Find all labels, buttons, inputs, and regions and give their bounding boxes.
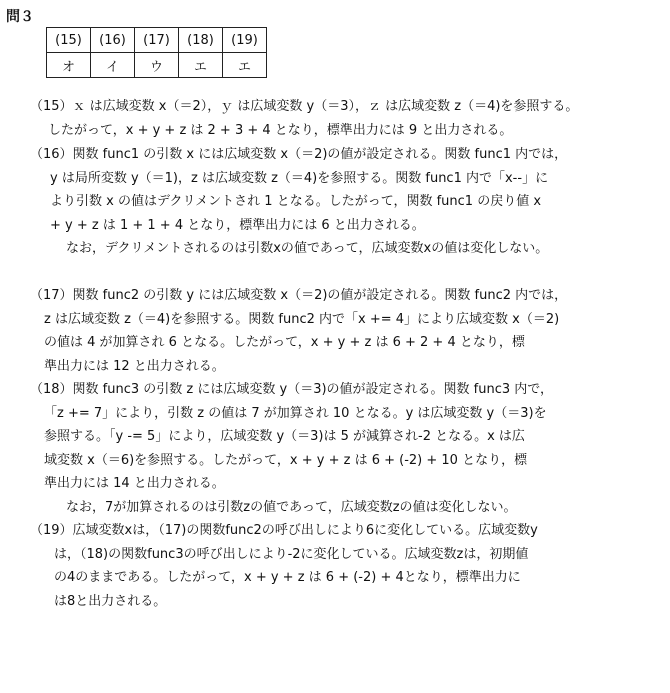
explanation-line: （18）関数 func3 の引数 z には広域変数 y（＝3)の値が設定される。関数 func3 内で， (30, 382, 554, 397)
explanation-line: + y + z は 1 + 1 + 4 となり，標準出力には 6 と出力される。 (50, 217, 425, 233)
answer-table-header-row (47, 28, 267, 53)
explanation-line: （19）広域変数xは，（17)の関数func2の呼び出しにより6に変化している。広域変数y (30, 523, 538, 538)
explanation-line: の4のままである。したがって，x + y + z は 6 + (-2) + 4となり，標準出力に (54, 570, 521, 585)
explanation-line: z は広域変数 z（＝4)を参照する。関数 func2 内で「x += 4」により広域変数 x（＝2) (44, 311, 560, 327)
answer-cell-17: ウ (135, 53, 179, 78)
explanation-line: 準出力には 14 と出力される。 (44, 476, 225, 491)
answer-table-answer-row (47, 53, 267, 78)
question-title: 問３ (6, 9, 34, 25)
explanation-line: は8と出力される。 (54, 593, 167, 609)
answer-table (46, 27, 267, 78)
explanation-line: は，（18)の関数func3の呼び出しにより-2に変化している。広域変数zは，初期値 (54, 546, 529, 562)
explanation-line: 「z += 7」により，引数 z の値は 7 が加算され 10 となる。y は広域変数 y（＝3)を (44, 405, 547, 421)
explanation-19 (30, 519, 652, 613)
answer-header-18: (18) (179, 28, 223, 53)
explanation-line: なお，デクリメントされるのは引数xの値であって，広域変数xの値は変化しない。 (66, 241, 549, 256)
answer-header-15: (15) (47, 28, 91, 53)
explanation-17 (30, 284, 652, 378)
explanation-line: 準出力には 12 と出力される。 (44, 358, 225, 374)
answer-cell-19: エ (223, 53, 267, 78)
explanation-line: y は局所変数 y（＝1)，z は広域変数 z（＝4)を参照する。関数 func1 内で「x--」に (50, 170, 549, 186)
answer-cell-15: オ (47, 53, 91, 78)
explanation-line: の値は 4 が加算され 6 となる。したがって，x + y + z は 6 + 2 + 4 となり，標 (44, 335, 525, 350)
answer-cell-16: イ (91, 53, 135, 78)
explanation-line: （17）関数 func2 の引数 y には広域変数 x（＝2)の値が設定される。関数 func2 内では， (30, 288, 568, 303)
explanation-line: （16）関数 func1 の引数 x には広域変数 x（＝2)の値が設定される。関数 func1 内では， (30, 147, 568, 162)
explanation-18 (30, 378, 652, 519)
explanation-16 (30, 143, 652, 261)
explanation-line: より引数 x の値はデクリメントされ 1 となる。したがって，関数 func1 の戻り値 x (50, 194, 542, 209)
explanation-line: 域変数 x（＝6)を参照する。したがって，x + y + z は 6 + (-2) + 10 となり，標 (44, 452, 528, 468)
answer-header-17: (17) (135, 28, 179, 53)
answer-cell-18: エ (179, 53, 223, 78)
answer-header-16: (16) (91, 28, 135, 53)
explanation-line: 参照する。「y -= 5」により，広域変数 y（＝3)は 5 が減算され-2 となる。x は広 (44, 429, 525, 444)
explanation-line: なお，7が加算されるのは引数zの値であって，広域変数zの値は変化しない。 (66, 499, 517, 515)
explanation-line: （15）ｘ は広域変数 x（＝2），ｙ は広域変数 y（＝3），ｚ は広域変数 z（＝4)を参照する。 (30, 99, 579, 114)
answer-header-19: (19) (223, 28, 267, 53)
explanation-15 (30, 95, 652, 142)
explanation-line: したがって，x + y + z は 2 + 3 + 4 となり，標準出力には 9 と出力される。 (48, 122, 513, 138)
